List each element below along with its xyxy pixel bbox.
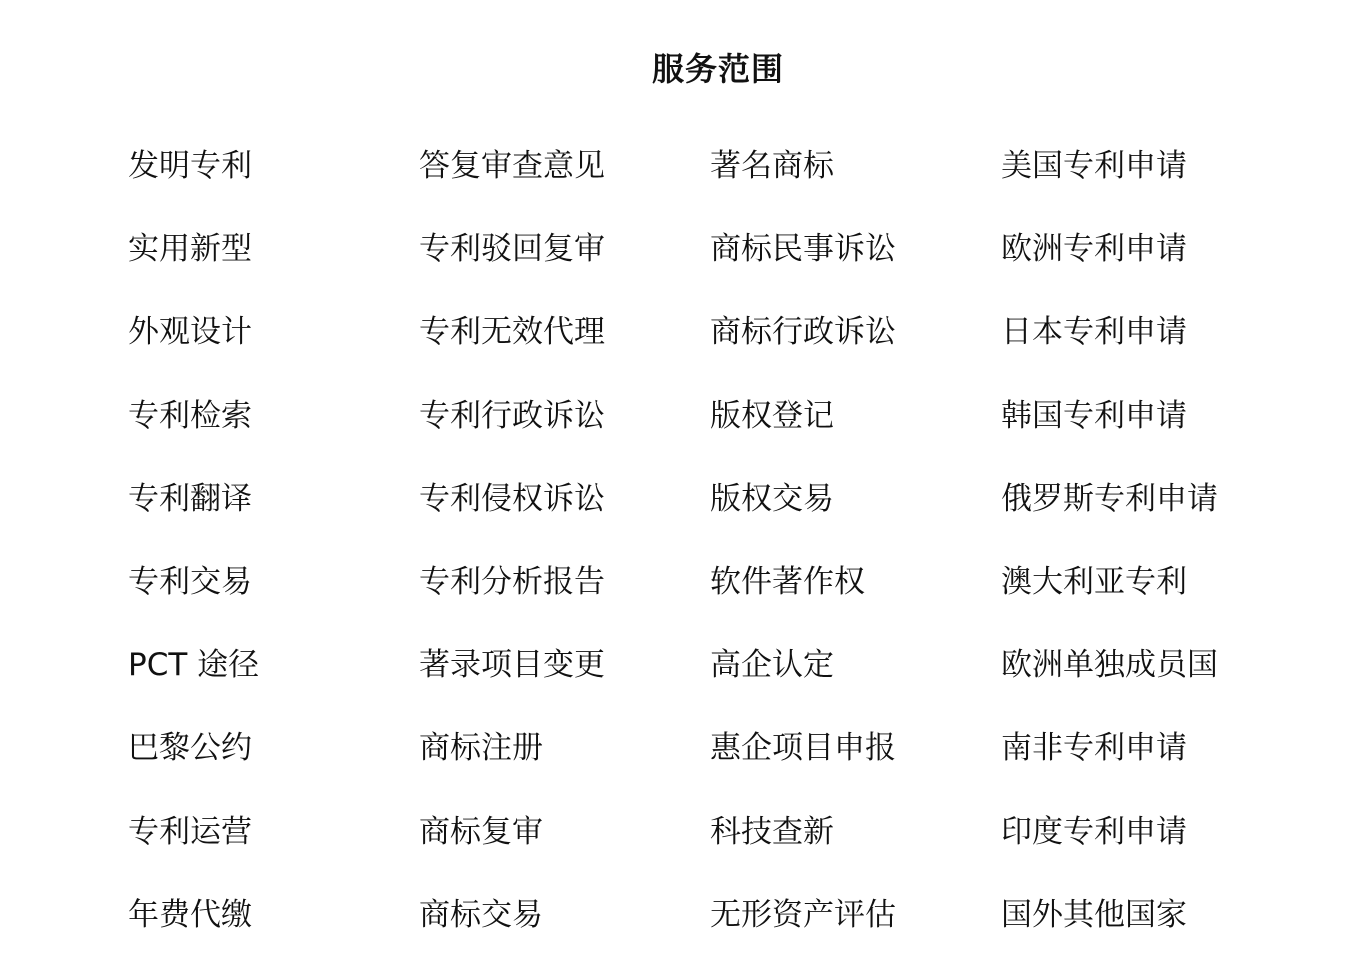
service-link[interactable]: 巴黎公约 — [128, 730, 252, 767]
service-link[interactable]: 答复审查意见 — [419, 148, 605, 184]
service-link[interactable]: 著名商标 — [710, 148, 834, 184]
service-link[interactable]: 发明专利 — [128, 148, 252, 184]
service-link[interactable]: 高企认定 — [710, 647, 834, 684]
service-link[interactable]: 日本专利申请 — [1001, 314, 1187, 351]
service-link[interactable]: 印度专利申请 — [1001, 813, 1187, 850]
service-link[interactable]: 商标行政诉讼 — [710, 314, 896, 351]
service-link[interactable]: 欧洲专利申请 — [1001, 231, 1187, 268]
service-link[interactable]: 专利分析报告 — [419, 563, 605, 600]
service-link[interactable]: 科技查新 — [710, 813, 834, 850]
service-link[interactable]: 澳大利亚专利 — [1001, 563, 1187, 600]
service-link[interactable]: 商标民事诉讼 — [710, 231, 896, 268]
service-link[interactable]: 专利无效代理 — [419, 314, 605, 351]
service-link[interactable]: 惠企项目申报 — [710, 730, 896, 767]
service-link[interactable]: 版权登记 — [710, 397, 834, 434]
service-link[interactable]: 专利驳回复审 — [419, 231, 605, 268]
service-link[interactable]: 专利检索 — [128, 397, 252, 434]
service-link[interactable]: 俄罗斯专利申请 — [1001, 480, 1218, 517]
service-link[interactable]: 版权交易 — [710, 480, 834, 517]
page-title: 服务范围 — [651, 50, 784, 89]
service-link[interactable]: 专利运营 — [128, 813, 252, 850]
service-link[interactable]: 年费代缴 — [128, 896, 252, 933]
service-link[interactable]: 外观设计 — [128, 314, 252, 351]
service-link[interactable]: PCT 途径 — [128, 647, 260, 684]
service-link[interactable]: 欧洲单独成员国 — [1001, 647, 1218, 684]
service-link[interactable]: 商标复审 — [419, 813, 543, 850]
service-link[interactable]: 实用新型 — [128, 231, 252, 268]
service-link[interactable]: 商标注册 — [419, 730, 543, 767]
services-grid — [128, 141, 1292, 973]
service-link[interactable]: 专利翻译 — [128, 480, 252, 517]
service-link[interactable]: 专利侵权诉讼 — [419, 480, 605, 517]
service-link[interactable]: 韩国专利申请 — [1001, 397, 1187, 434]
service-link[interactable]: 国外其他国家 — [1001, 896, 1187, 933]
service-link[interactable]: 美国专利申请 — [1001, 148, 1187, 184]
service-link[interactable]: 南非专利申请 — [1001, 730, 1187, 767]
service-link[interactable]: 商标交易 — [419, 896, 543, 933]
service-link[interactable]: 专利交易 — [128, 563, 252, 600]
service-link[interactable]: 无形资产评估 — [710, 896, 896, 933]
service-link[interactable]: 著录项目变更 — [419, 647, 605, 684]
service-link[interactable]: 软件著作权 — [710, 563, 865, 600]
service-link[interactable]: 专利行政诉讼 — [419, 397, 605, 434]
